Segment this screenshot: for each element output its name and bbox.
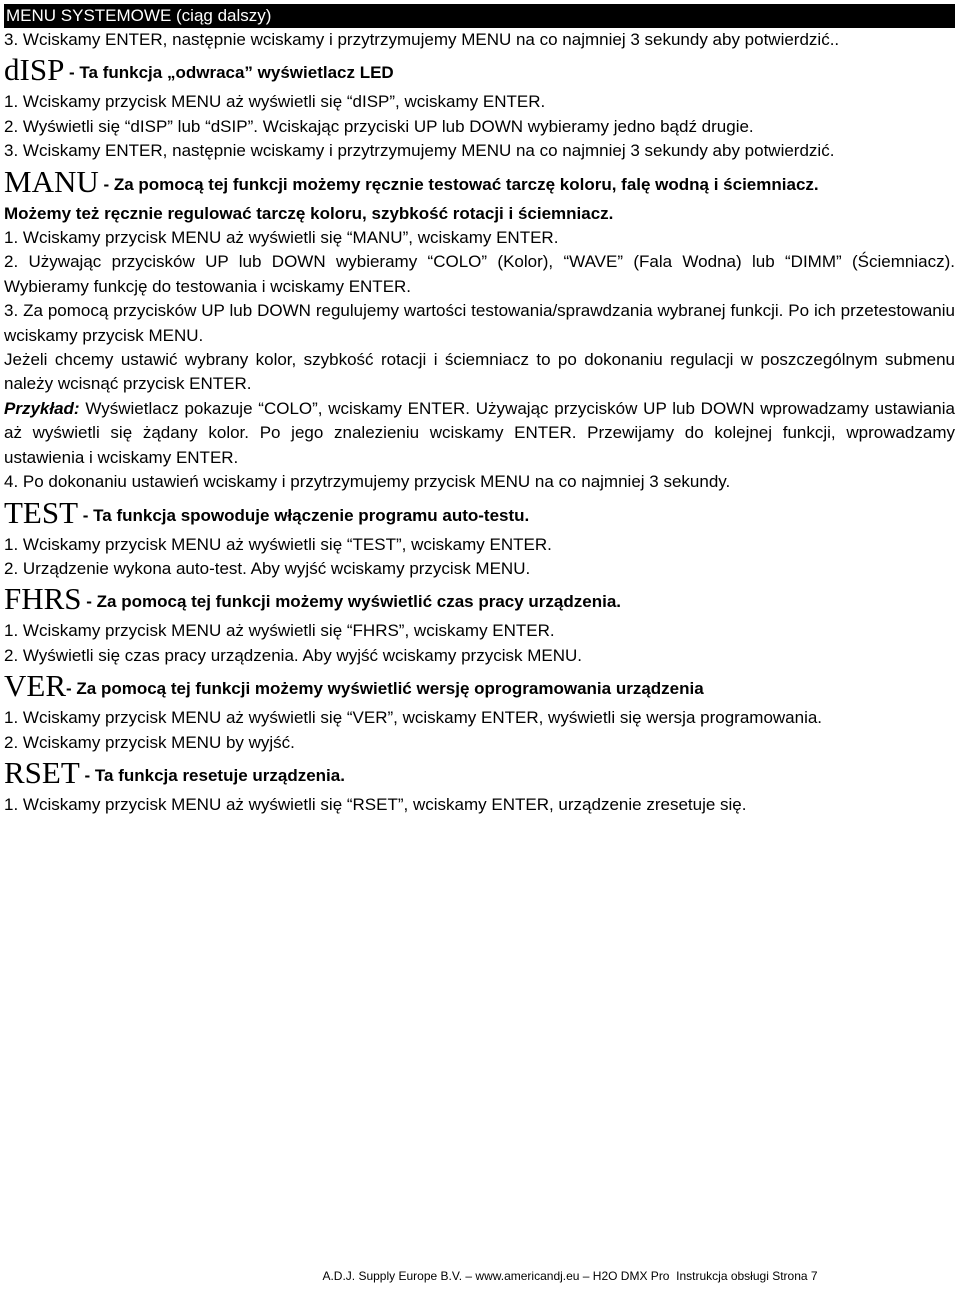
manu-step-1: 1. Wciskamy przycisk MENU aż wyświetli się “MANU”, wciskamy ENTER.: [4, 228, 559, 248]
ver-heading: [4, 670, 955, 706]
rset-heading: [4, 754, 955, 793]
manu-heading: [4, 163, 955, 202]
fhrs-description: - Za pomocą tej funkcji możemy wyświetlić czas pracy urządzenia.: [81, 592, 622, 612]
fhrs-heading: [4, 583, 955, 619]
test-step-1: 1. Wciskamy przycisk MENU aż wyświetli się “TEST”, wciskamy ENTER.: [4, 534, 552, 554]
ver-step-1: 1. Wciskamy przycisk MENU aż wyświetli się “VER”, wciskamy ENTER, wyświetli się wersja programowania.: [4, 708, 823, 728]
disp-title: dISP: [4, 52, 65, 88]
manu-note: Jeżeli chcemy ustawić wybrany kolor, szybkość rotacji i ściemniacz to po dokonaniu regulacji w poszczególnym submenu należy wcisnąć przycisk ENTER.: [4, 350, 955, 394]
test-title: TEST: [4, 494, 79, 530]
footer-text: A.D.J. Supply Europe B.V. – www.americandj.eu – H2O DMX Pro Instrukcja obsługi Strona 7: [322, 1269, 818, 1283]
manu-step-3: 3. Za pomocą przycisków UP lub DOWN regulujemy wartości testowania/sprawdzania wybranej funkcji. Po ich przetestowaniu wciskamy przycisk MENU.: [4, 301, 955, 345]
rset-step-1: 1. Wciskamy przycisk MENU aż wyświetli się “RSET”, wciskamy ENTER, urządzenie zresetuje się.: [4, 794, 747, 814]
fhrs-step-1: 1. Wciskamy przycisk MENU aż wyświetli się “FHRS”, wciskamy ENTER.: [4, 621, 555, 641]
manu-step-4: 4. Po dokonaniu ustawień wciskamy i przytrzymujemy przycisk MENU na co najmniej 3 sekundy.: [4, 472, 731, 492]
rset-description: - Ta funkcja resetuje urządzenia.: [79, 765, 345, 785]
manu-step-2: 2. Używając przycisków UP lub DOWN wybieramy “COLO” (Kolor), “WAVE” (Fala Wodna) lub “DIMM” (Ściemniacz). Wybieramy funkcję do testowania i wciskamy ENTER.: [4, 252, 955, 296]
fhrs-step-2: 2. Wyświetli się czas pracy urządzenia. Aby wyjść wciskamy przycisk MENU.: [4, 645, 582, 665]
manu-description-2: Możemy też ręcznie regulować tarczę koloru, szybkość rotacji i ściemniacz.: [4, 203, 614, 223]
intro-step-3: 3. Wciskamy ENTER, następnie wciskamy i przytrzymujemy MENU na co najmniej 3 sekundy aby potwierdzić..: [4, 30, 840, 49]
disp-heading: [4, 54, 955, 90]
manu-description: - Za pomocą tej funkcji możemy ręcznie testować tarczę koloru, falę wodną i ściemniacz.: [98, 174, 819, 194]
manu-title: MANU: [4, 163, 99, 199]
disp-step-1: 1. Wciskamy przycisk MENU aż wyświetli się “dISP”, wciskamy ENTER.: [4, 92, 546, 112]
disp-step-3: 3. Wciskamy ENTER, następnie wciskamy i przytrzymujemy MENU na co najmniej 3 sekundy aby potwierdzić.: [4, 141, 835, 161]
page-footer: [0, 1268, 960, 1284]
example-text: Wyświetlacz pokazuje “COLO”, wciskamy ENTER. Używając przycisków UP lub DOWN wprowadzamy ustawiania aż wyświetli się żądany kolor. Po jego znalezieniu wciskamy ENTER. Przewijamy do kolejnej funkcji, wprowadzamy ustawienia i wciskamy ENTER.: [4, 398, 955, 467]
fhrs-title: FHRS: [4, 581, 82, 617]
manu-example: [4, 397, 955, 470]
ver-description: - Za pomocą tej funkcji możemy wyświetlić wersję oprogramowania urządzenia: [66, 679, 704, 699]
disp-description: - Ta funkcja „odwraca” wyświetlacz LED: [64, 63, 394, 83]
test-description: - Ta funkcja spowoduje włączenie programu auto-testu.: [78, 505, 530, 525]
test-step-2: 2. Urządzenie wykona auto-test. Aby wyjść wciskamy przycisk MENU.: [4, 558, 531, 578]
ver-title: VER: [4, 668, 66, 704]
disp-step-2: 2. Wyświetli się “dISP” lub “dSIP”. Wciskając przyciski UP lub DOWN wybieramy jedno bądź drugie.: [4, 116, 754, 136]
rset-title: RSET: [4, 754, 80, 790]
test-heading: [4, 494, 955, 533]
section-header: MENU SYSTEMOWE (ciąg dalszy): [4, 4, 955, 28]
ver-step-2: 2. Wciskamy przycisk MENU by wyjść.: [4, 732, 295, 752]
manual-page: [4, 4, 955, 817]
example-label: Przykład:: [4, 398, 80, 418]
